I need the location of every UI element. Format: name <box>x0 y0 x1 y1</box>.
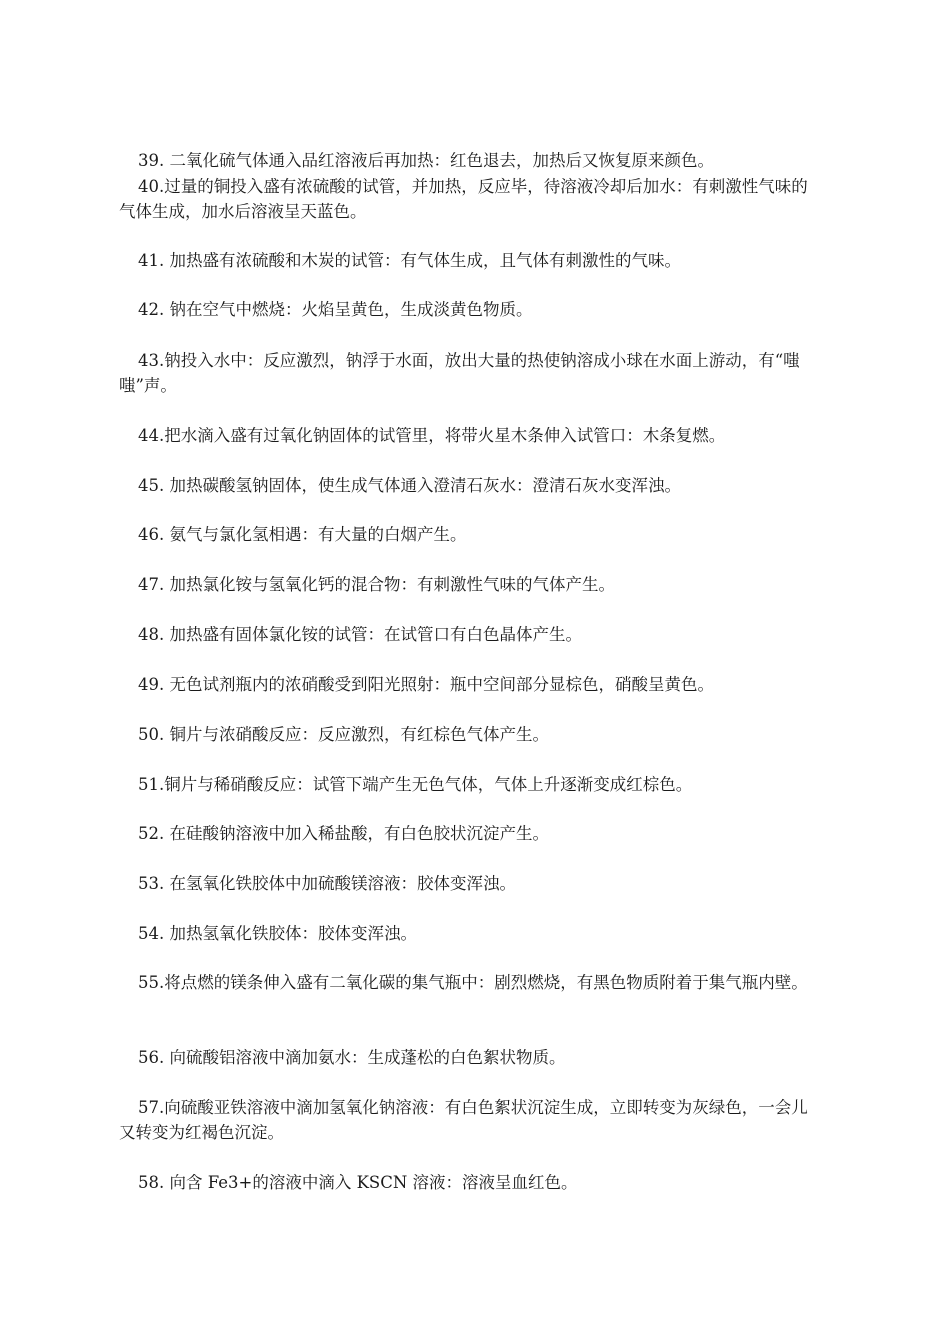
list-item: 58. 向含 Fe3+的溶液中滴入 KSCN 溶液：溶液呈血红色。 <box>138 1173 578 1192</box>
list-item: 46. 氨气与氯化氢相遇：有大量的白烟产生。 <box>138 525 467 544</box>
list-item: 54. 加热氢氧化铁胶体：胶体变浑浊。 <box>138 924 417 943</box>
list-item: 40.过量的铜投入盛有浓硫酸的试管，并加热，反应毕，待溶液冷却后加水：有刺激性气味的气体生成，加水后溶液呈天蓝色。 <box>119 177 808 221</box>
list-item: 47. 加热氯化铵与氢氧化钙的混合物：有刺激性气味的气体产生。 <box>138 575 615 594</box>
list-item: 45. 加热碳酸氢钠固体，使生成气体通入澄清石灰水：澄清石灰水变浑浊。 <box>138 476 681 495</box>
list-item: 41. 加热盛有浓硫酸和木炭的试管：有气体生成，且气体有刺激性的气味。 <box>138 251 681 270</box>
list-item: 52. 在硅酸钠溶液中加入稀盐酸，有白色胶状沉淀产生。 <box>138 824 549 843</box>
list-item: 48. 加热盛有固体氯化铵的试管：在试管口有白色晶体产生。 <box>138 625 582 644</box>
list-item: 57.向硫酸亚铁溶液中滴加氢氧化钠溶液：有白色絮状沉淀生成，立即转变为灰绿色，一会儿又转变为红褐色沉淀。 <box>119 1098 808 1142</box>
list-item: 39. 二氧化硫气体通入品红溶液后再加热：红色退去，加热后又恢复原来颜色。 <box>138 151 714 170</box>
list-item: 51.铜片与稀硝酸反应：试管下端产生无色气体，气体上升逐渐变成红棕色。 <box>138 775 693 794</box>
list-item: 56. 向硫酸铝溶液中滴加氨水：生成蓬松的白色絮状物质。 <box>138 1048 566 1067</box>
list-item: 53. 在氢氧化铁胶体中加硫酸镁溶液：胶体变浑浊。 <box>138 874 516 893</box>
list-item: 42. 钠在空气中燃烧：火焰呈黄色，生成淡黄色物质。 <box>138 300 533 319</box>
list-item: 44.把水滴入盛有过氧化钠固体的试管里，将带火星木条伸入试管口：木条复燃。 <box>138 426 726 445</box>
list-item: 50. 铜片与浓硝酸反应：反应激烈，有红棕色气体产生。 <box>138 725 549 744</box>
list-item: 49. 无色试剂瓶内的浓硝酸受到阳光照射：瓶中空间部分显棕色，硝酸呈黄色。 <box>138 675 714 694</box>
list-item: 55.将点燃的镁条伸入盛有二氧化碳的集气瓶中：剧烈燃烧，有黑色物质附着于集气瓶内壁。 <box>138 973 808 992</box>
list-item: 43.钠投入水中：反应激烈，钠浮于水面，放出大量的热使钠溶成小球在水面上游动，有“嗤嗤”声。 <box>119 351 800 395</box>
